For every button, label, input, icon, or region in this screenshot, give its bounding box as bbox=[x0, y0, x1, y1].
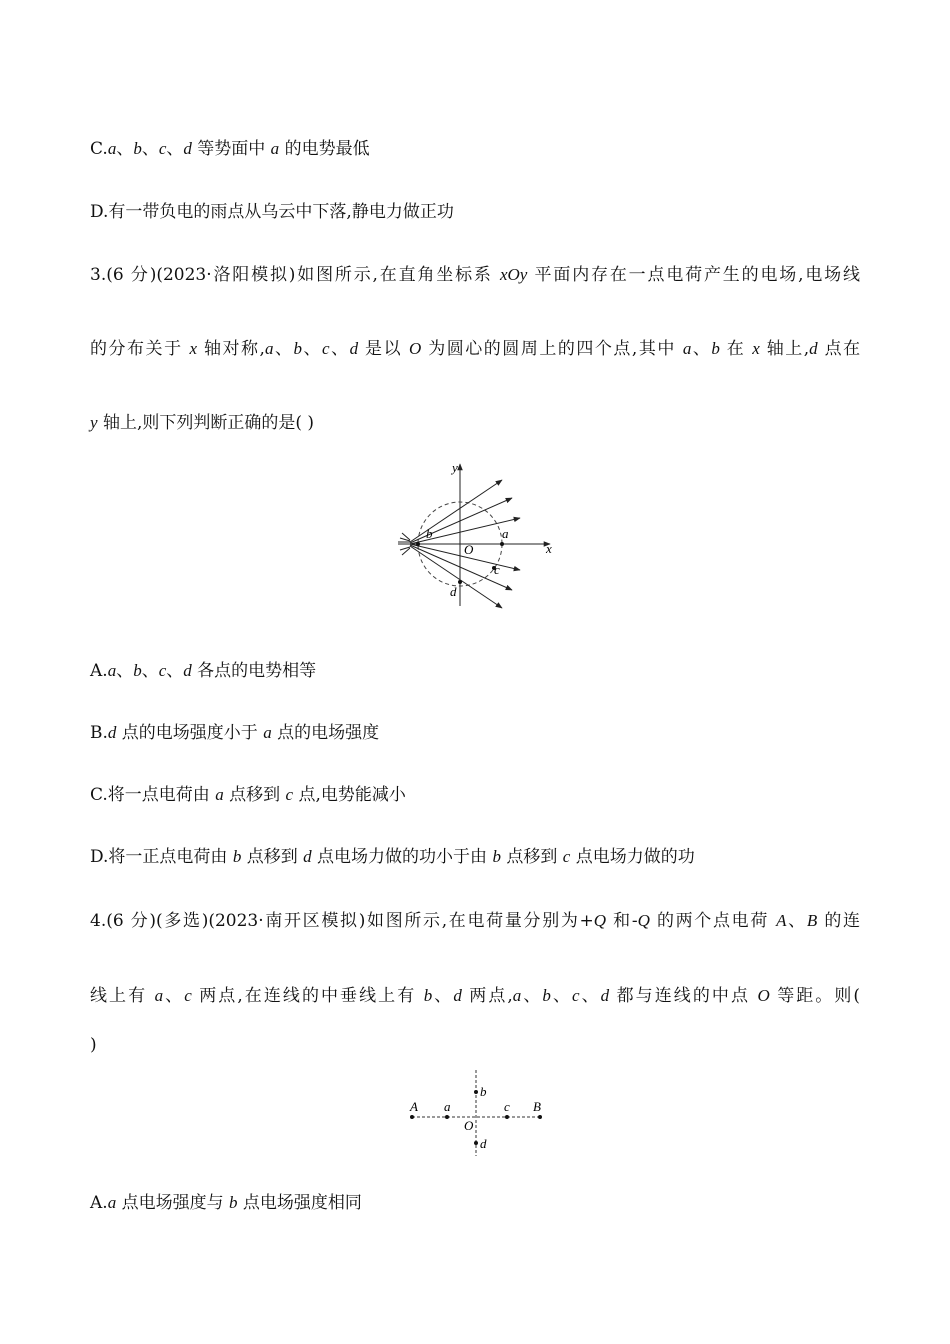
q3-stem-line1: 3.(6 分)(2023·洛阳模拟)如图所示,在直角坐标系 xOy 平面内存在一点电荷产生的电场,电场线 bbox=[90, 265, 860, 285]
label-a: a bbox=[444, 1099, 451, 1114]
q4-stem-line3: ) bbox=[90, 1035, 97, 1055]
label-x: x bbox=[546, 541, 552, 556]
point-a bbox=[500, 542, 504, 546]
label-c: c bbox=[504, 1099, 510, 1114]
charge-A bbox=[410, 1115, 414, 1119]
q3-stem-line2: 的分布关于 x 轴对称,a、b、c、d 是以 O 为圆心的圆周上的四个点,其中 a、b 在 x 轴上,d 点在 bbox=[90, 339, 861, 359]
point-d bbox=[474, 1141, 478, 1145]
label-O: O bbox=[464, 1118, 474, 1133]
label-d: d bbox=[480, 1136, 487, 1151]
q3-field-line-figure bbox=[390, 458, 570, 618]
point-c bbox=[505, 1115, 509, 1119]
label-a: a bbox=[502, 526, 509, 541]
q2-option-d: D.有一带负电的雨点从乌云中下落,静电力做正功 bbox=[90, 202, 454, 222]
label-A: A bbox=[410, 1099, 418, 1114]
q3-option-c: C.将一点电荷由 a 点移到 c 点,电势能减小 bbox=[90, 785, 406, 805]
label-c: c bbox=[494, 562, 500, 577]
label-o: O bbox=[464, 542, 474, 557]
q4-option-a: A.a 点电场强度与 b 点电场强度相同 bbox=[90, 1193, 362, 1213]
label-b: b bbox=[426, 526, 433, 541]
q3-option-d: D.将一正点电荷由 b 点移到 d 点电场力做的功小于由 b 点移到 c 点电场力做的功 bbox=[90, 847, 695, 867]
q4-charges-figure bbox=[400, 1066, 550, 1158]
point-a bbox=[445, 1115, 449, 1119]
q2-option-c: C.a、b、c、d 等势面中 a 的电势最低 bbox=[90, 139, 370, 159]
label-b: b bbox=[480, 1084, 487, 1099]
point-b bbox=[416, 542, 420, 546]
point-d bbox=[458, 580, 462, 584]
charge-B bbox=[538, 1115, 542, 1119]
point-b bbox=[474, 1090, 478, 1094]
q3-option-b: B.d 点的电场强度小于 a 点的电场强度 bbox=[90, 723, 380, 743]
q3-stem-line3: y 轴上,则下列判断正确的是( ) bbox=[90, 413, 315, 433]
q3-option-a: A.a、b、c、d 各点的电势相等 bbox=[90, 661, 317, 681]
q4-stem-line2: 线上有 a、c 两点,在连线的中垂线上有 b、d 两点,a、b、c、d 都与连线的中点 O 等距。则( bbox=[90, 986, 861, 1006]
label-y: y bbox=[452, 460, 458, 475]
q4-stem-line1: 4.(6 分)(多选)(2023·南开区模拟)如图所示,在电荷量分别为+Q 和-Q 的两个点电荷 A、B 的连 bbox=[90, 911, 861, 931]
label-d: d bbox=[450, 584, 457, 599]
label-B: B bbox=[533, 1099, 541, 1114]
